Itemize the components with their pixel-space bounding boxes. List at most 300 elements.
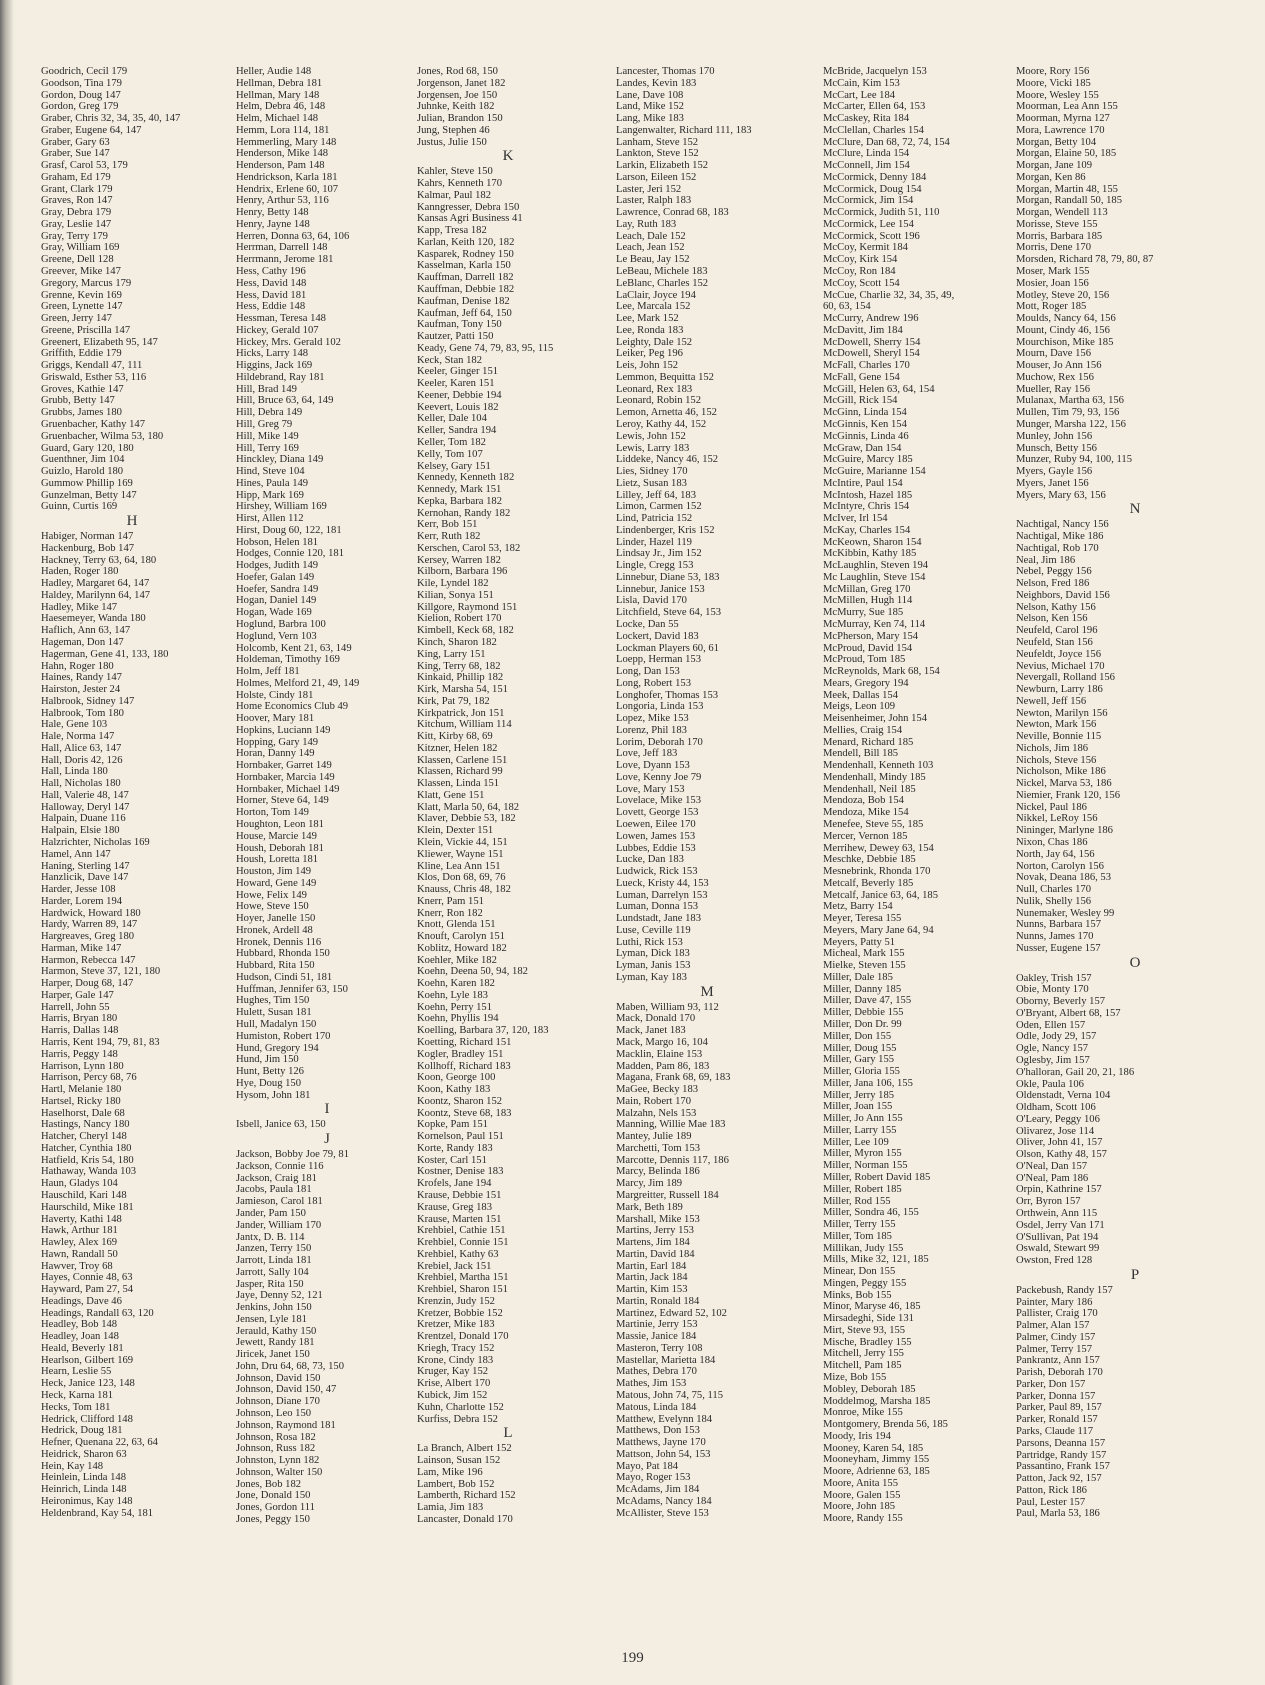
index-entry: Krebiel, Jack 151	[417, 1260, 492, 1272]
index-entry: Harper, Doug 68, 147	[41, 978, 134, 990]
index-entry: Hickey, Mrs. Gerald 102	[236, 336, 341, 348]
index-entry: Hardy, Warren 89, 147	[41, 919, 138, 931]
index-entry: Jorgensen, Joe 150	[417, 89, 498, 101]
index-entry: Krenzin, Judy 152	[417, 1295, 495, 1307]
index-entry: Lee, Mark 152	[616, 313, 679, 325]
index-entry: Hatcher, Cynthia 180	[41, 1142, 132, 1154]
section-letter: H	[126, 513, 138, 530]
index-entry: Kauffman, Debbie 182	[417, 284, 515, 296]
index-entry: Leonard, Robin 152	[616, 395, 702, 407]
index-entry: Martin, David 184	[616, 1248, 695, 1260]
index-entry: Nichols, Steve 156	[1016, 754, 1097, 766]
index-entry: Hess, David 148	[236, 277, 307, 289]
index-entry: McDowell, Sheryl 154	[823, 348, 920, 360]
index-entry: Parker, Ronald 157	[1016, 1414, 1098, 1426]
index-entry: McCaskey, Rita 184	[823, 113, 910, 125]
index-entry: Koontz, Steve 68, 183	[417, 1107, 512, 1119]
index-entry: Niemier, Frank 120, 156	[1016, 789, 1121, 801]
index-entry: Headings, Randall 63, 120	[41, 1307, 154, 1319]
index-entry: Harrell, John 55	[41, 1001, 110, 1013]
index-entry: Harris, Kent 194, 79, 81, 83	[41, 1037, 160, 1049]
index-entry: Linnebur, Diane 53, 183	[616, 571, 720, 583]
index-entry: Moulds, Nancy 64, 156	[1016, 313, 1116, 325]
index-entry: Mendenhall, Kenneth 103	[823, 760, 934, 772]
index-entry: Hemmerling, Mary 148	[236, 136, 337, 148]
index-entry: Klatt, Marla 50, 64, 182	[417, 801, 520, 813]
index-entry: Mattson, John 54, 153	[616, 1448, 711, 1460]
index-entry: Henderson, Pam 148	[236, 160, 325, 172]
section-letter: J	[324, 1131, 330, 1148]
index-entry: Klaver, Debbie 53, 182	[417, 813, 516, 825]
index-entry: Leonard, Rex 183	[616, 383, 693, 395]
index-entry: Limon, Carmen 152	[616, 501, 702, 513]
index-entry: Mourn, Dave 156	[1016, 348, 1092, 360]
index-entry: Meyers, Patty 51	[823, 936, 896, 948]
index-entry: Greene, Priscilla 147	[41, 324, 131, 336]
index-entry: Klein, Vickie 44, 151	[417, 837, 508, 848]
index-entry: Krause, Marten 151	[417, 1213, 502, 1225]
index-entry: Palmer, Alan 157	[1016, 1320, 1090, 1332]
index-entry: Martens, Jim 184	[616, 1237, 690, 1249]
index-entry: Novak, Deana 186, 53	[1016, 872, 1112, 884]
index-entry: McGinnis, Linda 46	[823, 430, 909, 442]
index-entry: Mourchison, Mike 185	[1016, 336, 1114, 348]
index-entry: Hatfield, Kris 54, 180	[41, 1154, 134, 1166]
index-entry: Guard, Gary 120, 180	[41, 442, 134, 454]
index-entry: Nachtigal, Rob 170	[1016, 542, 1099, 554]
index-entry: Jackson, Bobby Joe 79, 81	[236, 1149, 349, 1161]
index-entry: Harder, Jesse 108	[41, 884, 116, 896]
index-entry: McGuire, Marianne 154	[823, 466, 926, 478]
index-entry: Jarrott, Linda 181	[236, 1255, 312, 1267]
index-entry: Lorenz, Phil 183	[616, 724, 687, 736]
index-entry: Martinie, Jerry 153	[616, 1319, 698, 1331]
index-entry: Hawley, Alex 169	[41, 1237, 118, 1249]
index-entry: Lilley, Jeff 64, 183	[616, 489, 697, 501]
index-entry: Orpin, Kathrine 157	[1016, 1184, 1102, 1196]
index-entry: Graham, Ed 179	[41, 171, 111, 183]
index-entry: Johnson, Diane 170	[236, 1396, 320, 1408]
index-entry: Motley, Steve 20, 156	[1016, 289, 1110, 301]
index-entry: Hawk, Arthur 181	[41, 1225, 118, 1237]
index-entry: Munley, John 156	[1016, 430, 1093, 442]
index-entry: McProud, Tom 185	[823, 654, 906, 666]
index-entry: Graber, Chris 32, 34, 35, 40, 147	[41, 113, 181, 125]
index-entry: Passantino, Frank 157	[1016, 1461, 1110, 1473]
index-entry: McCormick, Scott 196	[823, 230, 920, 242]
index-entry: Lind, Patricia 152	[616, 513, 693, 525]
index-entry: Laster, Jeri 152	[616, 183, 682, 195]
index-entry: Hawver, Troy 68	[41, 1260, 113, 1272]
index-column-5	[823, 66, 1005, 1525]
index-entry: Hecks, Tom 181	[41, 1401, 111, 1413]
index-entry: Love, Kenny Joe 79	[616, 771, 702, 783]
index-entry: Kautzer, Patti 150	[417, 331, 494, 343]
index-entry: Hein, Kay 148	[41, 1460, 104, 1472]
index-entry: Koblitz, Howard 182	[417, 942, 507, 954]
index-entry: Maben, William 93, 112	[616, 1001, 719, 1013]
index-entry: Love, Mary 153	[616, 783, 685, 795]
index-entry: Home Economics Club 49	[236, 701, 349, 713]
index-column-6	[1016, 66, 1254, 1520]
index-entry: Obie, Monty 170	[1016, 984, 1089, 996]
index-entry: Nikkel, LeRoy 156	[1016, 813, 1098, 825]
index-entry: Mayo, Pat 184	[616, 1460, 679, 1472]
index-entry: Green, Jerry 147	[41, 313, 112, 325]
index-entry: Mott, Roger 185	[1016, 301, 1087, 313]
index-entry: Parker, Don 157	[1016, 1378, 1086, 1390]
index-entry: Miller, Larry 155	[823, 1124, 897, 1136]
index-entry: Moore, Rory 156	[1016, 66, 1090, 77]
index-entry: Hahn, Roger 180	[41, 660, 114, 672]
index-entry: O'halloran, Gail 20, 21, 186	[1016, 1066, 1135, 1078]
index-entry: Heironimus, Kay 148	[41, 1495, 133, 1507]
index-entry: Hopkins, Luciann 149	[236, 724, 331, 736]
index-entry: Liddeke, Nancy 46, 152	[616, 454, 719, 466]
index-entry: McClure, Linda 154	[823, 148, 910, 160]
index-entry: Gray, Terry 179	[41, 230, 108, 242]
index-entry: Lovett, George 153	[616, 807, 699, 819]
index-entry: Pankrantz, Ann 157	[1016, 1355, 1100, 1367]
index-entry: Helm, Michael 148	[236, 113, 319, 125]
index-entry: Lang, Mike 183	[616, 113, 684, 125]
index-entry: McCormick, Jim 154	[823, 195, 914, 207]
index-entry: McCoy, Kirk 154	[823, 254, 898, 266]
index-entry: Kersey, Warren 182	[417, 554, 501, 566]
index-entry: King, Larry 151	[417, 648, 486, 660]
index-entry: O'Neal, Dan 157	[1016, 1160, 1088, 1172]
index-entry: Harris, Bryan 180	[41, 1013, 118, 1025]
index-entry: Hackney, Terry 63, 64, 180	[41, 554, 157, 566]
index-entry: Hargreaves, Greg 180	[41, 931, 135, 943]
index-entry: Meschke, Debbie 185	[823, 854, 916, 866]
index-entry: Koehn, Lyle 183	[417, 989, 488, 1001]
index-entry: Mosier, Joan 156	[1016, 277, 1089, 289]
index-entry: Hildebrand, Ray 181	[236, 371, 325, 383]
index-entry: Ludwick, Rick 153	[616, 866, 698, 878]
index-entry: Koehn, Deena 50, 94, 182	[417, 966, 528, 978]
index-entry: Kasselman, Karla 150	[417, 260, 511, 272]
index-entry: Groves, Kathie 147	[41, 383, 124, 395]
index-entry: Meyer, Teresa 155	[823, 913, 902, 925]
index-entry: Kerschen, Carol 53, 182	[417, 542, 521, 554]
index-entry: Lambert, Bob 152	[417, 1478, 495, 1490]
index-entry: Kilborn, Barbara 196	[417, 566, 508, 578]
index-entry: Montgomery, Brenda 56, 185	[823, 1419, 948, 1431]
index-entry: Masteron, Terry 108	[616, 1342, 703, 1354]
index-entry: Margreitter, Russell 184	[616, 1189, 719, 1201]
index-entry: Jamieson, Carol 181	[236, 1196, 323, 1208]
index-entry: Housh, Loretta 181	[236, 854, 319, 866]
index-entry: Haden, Roger 180	[41, 566, 119, 578]
index-entry: Lorim, Deborah 170	[616, 736, 703, 748]
index-entry: O'Sullivan, Pat 194	[1016, 1231, 1099, 1243]
index-entry: Goodrich, Cecil 179	[41, 66, 128, 77]
index-entry: Hadley, Margaret 64, 147	[41, 578, 150, 590]
index-entry: Paul, Lester 157	[1016, 1496, 1086, 1508]
index-entry: Kinkaid, Phillip 182	[417, 672, 504, 684]
index-entry: Mathes, Jim 153	[616, 1378, 687, 1390]
index-entry: Henry, Arthur 53, 116	[236, 195, 329, 207]
index-entry: Jenkins, John 150	[236, 1302, 312, 1314]
index-entry: Gray, Leslie 147	[41, 218, 112, 230]
index-entry: Justus, Julie 150	[417, 136, 487, 148]
index-entry: Lisla, David 170	[616, 595, 687, 607]
index-entry: Mastellar, Marietta 184	[616, 1354, 716, 1366]
index-entry: Owston, Fred 128	[1016, 1255, 1093, 1267]
index-entry: Horner, Steve 64, 149	[236, 795, 329, 807]
index-entry: Larkin, Elizabeth 152	[616, 160, 709, 172]
index-entry: Oglesby, Jim 157	[1016, 1055, 1090, 1067]
index-entry: Nixon, Chas 186	[1016, 837, 1088, 848]
index-entry: Kinch, Sharon 182	[417, 636, 497, 648]
index-entry: Lucke, Dan 183	[616, 854, 684, 866]
index-entry: O'Leary, Peggy 106	[1016, 1113, 1100, 1125]
index-entry: Monroe, Mike 155	[823, 1407, 903, 1419]
index-entry: Mingen, Peggy 155	[823, 1277, 907, 1289]
index-entry: Munzer, Ruby 94, 100, 115	[1016, 454, 1132, 466]
index-entry: Hefner, Quenana 22, 63, 64	[41, 1437, 158, 1449]
index-entry: McClure, Dan 68, 72, 74, 154	[823, 136, 950, 148]
index-entry: Hadley, Mike 147	[41, 601, 118, 613]
index-entry: Hall, Valerie 48, 147	[41, 789, 129, 801]
index-entry: Land, Mike 152	[616, 101, 684, 113]
index-entry: Hudson, Cindi 51, 181	[236, 971, 333, 983]
index-entry: Hubbard, Rita 150	[236, 960, 315, 972]
index-entry: Leiker, Peg 196	[616, 348, 683, 360]
index-entry: Lockert, David 183	[616, 630, 699, 642]
index-entry: Lemon, Arnetta 46, 152	[616, 407, 717, 419]
index-entry: Horton, Tom 149	[236, 807, 309, 819]
index-entry: McGinn, Linda 154	[823, 407, 907, 419]
index-entry: Knerr, Ron 182	[417, 907, 483, 919]
index-entry: Kapp, Tresa 182	[417, 225, 487, 237]
index-entry: Headings, Dave 46	[41, 1295, 122, 1307]
index-entry: Hobson, Helen 181	[236, 536, 319, 548]
index-entry: Kretzer, Bobbie 152	[417, 1307, 503, 1319]
index-entry: John, Dru 64, 68, 73, 150	[236, 1360, 344, 1372]
index-entry: Halpain, Elsie 180	[41, 825, 120, 837]
index-entry: Hogan, Daniel 149	[236, 595, 317, 607]
index-entry: Jones, Bob 182	[236, 1478, 302, 1490]
index-entry: Hathaway, Wanda 103	[41, 1166, 137, 1178]
index-entry: Mitchell, Pam 185	[823, 1360, 902, 1372]
index-entry: Kimbell, Keck 68, 182	[417, 625, 514, 637]
index-entry: Heck, Karna 181	[41, 1389, 114, 1401]
index-entry: Krause, Debbie 151	[417, 1189, 502, 1201]
index-entry: McGraw, Dan 154	[823, 442, 902, 454]
index-entry: Guizlo, Harold 180	[41, 466, 124, 478]
index-entry: Knauss, Chris 48, 182	[417, 884, 511, 896]
index-entry: Patton, Jack 92, 157	[1016, 1473, 1102, 1485]
index-entry: LeBlanc, Charles 152	[616, 277, 709, 289]
index-entry: McCart, Lee 184	[823, 89, 896, 101]
index-entry: Hronek, Ardell 48	[236, 924, 313, 936]
index-entry: Heinrich, Linda 148	[41, 1484, 127, 1496]
index-entry: King, Terry 68, 182	[417, 660, 501, 672]
index-entry: Koelling, Barbara 37, 120, 183	[417, 1025, 549, 1037]
index-entry: Hearlson, Gilbert 169	[41, 1354, 134, 1366]
index-entry: Myers, Mary 63, 156	[1016, 489, 1106, 501]
index-entry: Hicks, Larry 148	[236, 348, 309, 360]
index-entry: Henderson, Mike 148	[236, 148, 329, 160]
index-entry: Metcalf, Janice 63, 64, 185	[823, 889, 939, 901]
index-entry: Miller, Dale 185	[823, 971, 893, 983]
page-number: 199	[621, 1650, 644, 1666]
index-entry: Halloway, Deryl 147	[41, 801, 130, 813]
index-entry: Graber, Sue 147	[41, 148, 110, 160]
index-entry: Miller, Danny 185	[823, 983, 902, 995]
index-entry: LaClair, Joyce 194	[616, 289, 696, 301]
index-entry: Holmes, Melford 21, 49, 149	[236, 677, 360, 689]
index-entry: Hendrix, Erlene 60, 107	[236, 183, 339, 195]
index-entry: Morgan, Randall 50, 185	[1016, 195, 1123, 207]
index-entry: Gruenbacher, Wilma 53, 180	[41, 430, 164, 442]
index-entry: Miller, Myron 155	[823, 1148, 902, 1160]
index-entry: Lubbes, Eddie 153	[616, 842, 696, 854]
index-entry: Guenthner, Jim 104	[41, 454, 125, 466]
index-entry: McGill, Rick 154	[823, 395, 898, 407]
index-entry: Mc Laughlin, Steve 154	[823, 571, 926, 583]
index-entry: Hartsel, Ricky 180	[41, 1095, 121, 1107]
index-entry: Keeler, Ginger 151	[417, 366, 499, 378]
index-entry: Hoyer, Janelle 150	[236, 913, 316, 925]
index-entry: Moser, Mark 155	[1016, 266, 1090, 278]
index-entry: McGuire, Marcy 185	[823, 454, 913, 466]
index-entry: Nulik, Shelly 156	[1016, 895, 1092, 907]
index-entry: Krehbiel, Cathie 151	[417, 1225, 506, 1237]
index-entry: Koontz, Sharon 152	[417, 1095, 503, 1107]
index-entry: Mielke, Steven 155	[823, 960, 906, 972]
index-entry: Martin, Ronald 184	[616, 1295, 700, 1307]
index-entry: Martin, Jack 184	[616, 1272, 688, 1284]
index-entry: Neal, Jim 186	[1016, 554, 1076, 566]
index-entry: Moddelmog, Marsha 185	[823, 1395, 931, 1407]
index-entry: Oldham, Scott 106	[1016, 1102, 1096, 1114]
index-entry: Lopez, Mike 153	[616, 713, 689, 725]
index-entry: Higgins, Jack 169	[236, 360, 313, 372]
index-entry: Mears, Gregory 194	[823, 677, 909, 689]
index-entry: 60, 63, 154	[823, 301, 871, 313]
index-entry: McPherson, Mary 154	[823, 630, 919, 642]
index-entry: Neufeldt, Joyce 156	[1016, 648, 1102, 660]
index-entry: McCormick, Judith 51, 110	[823, 207, 940, 219]
index-entry: Haning, Sterling 147	[41, 860, 130, 872]
index-entry: Jackson, Craig 181	[236, 1172, 317, 1184]
index-entry: Mirsadeghi, Side 131	[823, 1313, 914, 1325]
index-entry: Headley, Bob 148	[41, 1319, 118, 1331]
index-column-1	[41, 66, 223, 1519]
index-entry: Lancester, Thomas 170	[616, 66, 715, 77]
index-entry: Jasper, Rita 150	[236, 1278, 304, 1290]
index-entry: Olivarez, Jose 114	[1016, 1125, 1095, 1137]
index-entry: Moore, Wesley 155	[1016, 89, 1099, 101]
index-entry: Johnson, Rosa 182	[236, 1431, 316, 1443]
index-entry: Housh, Deborah 181	[236, 842, 324, 854]
index-entry: Parks, Claude 117	[1016, 1425, 1093, 1437]
index-entry: McDavitt, Jim 184	[823, 324, 903, 336]
index-entry: Miller, Jana 106, 155	[823, 1077, 913, 1089]
index-entry: Miller, Tom 185	[823, 1230, 892, 1242]
index-entry: Keady, Gene 74, 79, 83, 95, 115	[417, 342, 554, 354]
index-entry: Lam, Mike 196	[417, 1466, 483, 1478]
index-entry: Miller, Don 155	[823, 1030, 892, 1042]
index-entry: Odle, Jody 29, 157	[1016, 1031, 1097, 1043]
index-entry: Mendenhall, Mindy 185	[823, 771, 926, 783]
index-entry: Linnebur, Janice 153	[616, 583, 705, 595]
index-entry: Neighbors, David 156	[1016, 589, 1110, 601]
index-entry: Hill, Terry 169	[236, 442, 299, 454]
index-entry: Jarrott, Sally 104	[236, 1266, 309, 1278]
index-entry: Lamberth, Richard 152	[417, 1490, 516, 1502]
index-entry: Hayward, Pam 27, 54	[41, 1284, 134, 1296]
index-entry: Haines, Randy 147	[41, 672, 122, 684]
index-entry: Gregory, Marcus 179	[41, 277, 132, 289]
index-entry: Newton, Mark 156	[1016, 719, 1097, 731]
index-entry: Leighty, Dale 152	[616, 336, 693, 348]
index-entry: Metcalf, Beverly 185	[823, 877, 914, 889]
index-entry: Nevius, Michael 170	[1016, 660, 1105, 672]
index-entry: Holdeman, Timothy 169	[236, 654, 340, 666]
index-entry: Nelson, Kathy 156	[1016, 601, 1096, 613]
index-entry: Howard, Gene 149	[236, 877, 317, 889]
index-entry: Klos, Don 68, 69, 76	[417, 872, 506, 884]
index-entry: Jantx, D. B. 114	[236, 1231, 305, 1243]
index-entry: Miller, Dave 47, 155	[823, 995, 912, 1007]
index-entry: Harrison, Lynn 180	[41, 1060, 124, 1072]
index-column-3	[417, 66, 599, 1526]
index-entry: Grasf, Carol 53, 179	[41, 160, 128, 172]
index-entry: Haldey, Marilynn 64, 147	[41, 589, 151, 601]
index-entry: Neville, Bonnie 115	[1016, 731, 1102, 743]
index-entry: Miller, Don Dr. 99	[823, 1019, 902, 1031]
index-entry: Johnson, Leo 150	[236, 1407, 312, 1419]
index-entry: Heinlein, Linda 148	[41, 1472, 127, 1484]
index-entry: Packebush, Randy 157	[1016, 1284, 1113, 1296]
index-entry: Hill, Bruce 63, 64, 149	[236, 395, 334, 407]
index-entry: Harrison, Percy 68, 76	[41, 1072, 137, 1084]
index-entry: Parsons, Deanna 157	[1016, 1437, 1106, 1449]
index-entry: Nachtigal, Mike 186	[1016, 531, 1104, 543]
index-entry: Koehn, Phyllis 194	[417, 1013, 499, 1025]
index-entry: Moore, John 185	[823, 1501, 896, 1513]
index-entry: Langenwalter, Richard 111, 183	[616, 124, 752, 136]
index-entry: Martin, Kim 153	[616, 1284, 688, 1296]
index-entry: Nusser, Eugene 157	[1016, 942, 1101, 954]
index-entry: Johnston, Lynn 182	[236, 1455, 320, 1467]
index-entry: Hemm, Lora 114, 181	[236, 124, 330, 136]
index-entry: Keller, Tom 182	[417, 436, 486, 448]
index-entry: Hessman, Teresa 148	[236, 313, 326, 325]
index-entry: Houghton, Leon 181	[236, 819, 324, 830]
index-entry: Miller, Gloria 155	[823, 1066, 900, 1078]
index-entry: Mullen, Tim 79, 93, 156	[1016, 407, 1120, 419]
index-entry: Jacobs, Paula 181	[236, 1184, 312, 1196]
index-entry: Mische, Bradley 155	[823, 1336, 912, 1348]
index-entry: McAdams, Nancy 184	[616, 1495, 712, 1507]
index-entry: Hirshey, William 169	[236, 501, 327, 513]
index-entry: Harmon, Steve 37, 121, 180	[41, 966, 161, 978]
index-entry: Morris, Barbara 185	[1016, 230, 1103, 242]
index-entry: Mantey, Julie 189	[616, 1131, 692, 1143]
index-entry: Nelson, Ken 156	[1016, 613, 1088, 625]
index-entry: Keller, Dale 104	[417, 413, 487, 425]
index-entry: Johnson, Walter 150	[236, 1466, 323, 1478]
index-entry: Menard, Richard 185	[823, 736, 914, 748]
index-entry: Morisse, Steve 155	[1016, 218, 1098, 230]
index-entry: Hulett, Susan 181	[236, 1007, 312, 1019]
index-entry: Greever, Mike 147	[41, 266, 121, 278]
